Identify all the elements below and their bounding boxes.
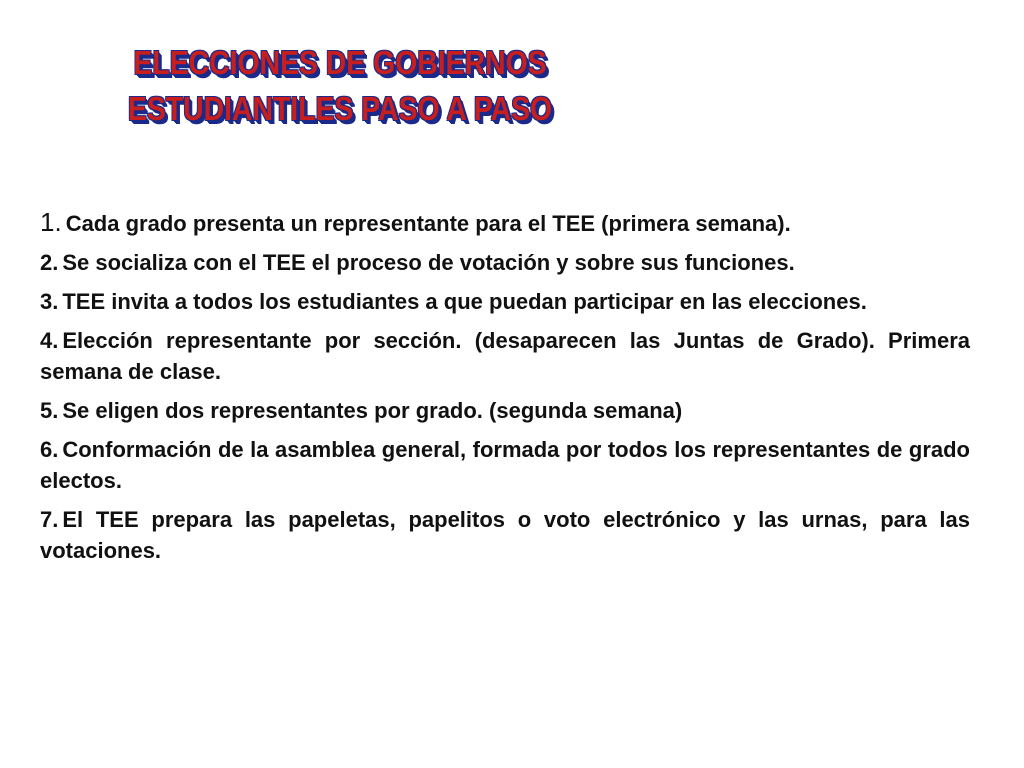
title-line-1: ELECCIONES DE GOBIERNOS <box>133 44 547 81</box>
step-text: El TEE prepara las papeletas, papelitos o voto electrónico y las urnas, para las votaciones. <box>40 507 970 563</box>
step-number: 6. <box>40 437 59 462</box>
step-number: 4. <box>40 328 59 353</box>
step-number: 7. <box>40 507 59 532</box>
slide-title <box>99 40 581 132</box>
step-item-3 <box>40 286 970 317</box>
step-text: TEE invita a todos los estudiantes a que puedan participar en las elecciones. <box>62 289 867 314</box>
step-item-1 <box>40 207 970 239</box>
step-text: Se eligen dos representantes por grado. (segunda semana) <box>62 398 683 423</box>
step-text: Cada grado presenta un representante para el TEE (primera semana). <box>65 211 791 236</box>
step-item-4 <box>40 325 970 387</box>
step-item-5 <box>40 395 970 426</box>
steps-list <box>40 207 970 574</box>
step-text: Elección representante por sección. (desaparecen las Juntas de Grado). Primera semana de clase. <box>40 328 970 384</box>
step-number: 3. <box>40 289 59 314</box>
step-text: Conformación de la asamblea general, formada por todos los representantes de grado electos. <box>40 437 970 493</box>
step-number: 5. <box>40 398 59 423</box>
step-text: Se socializa con el TEE el proceso de votación y sobre sus funciones. <box>62 250 795 275</box>
step-number: 1. <box>40 207 62 237</box>
title-line-2: ESTUDIANTILES PASO A PASO <box>127 90 553 127</box>
step-item-6 <box>40 434 970 496</box>
step-item-2 <box>40 247 970 278</box>
step-number: 2. <box>40 250 59 275</box>
step-item-7 <box>40 504 970 566</box>
